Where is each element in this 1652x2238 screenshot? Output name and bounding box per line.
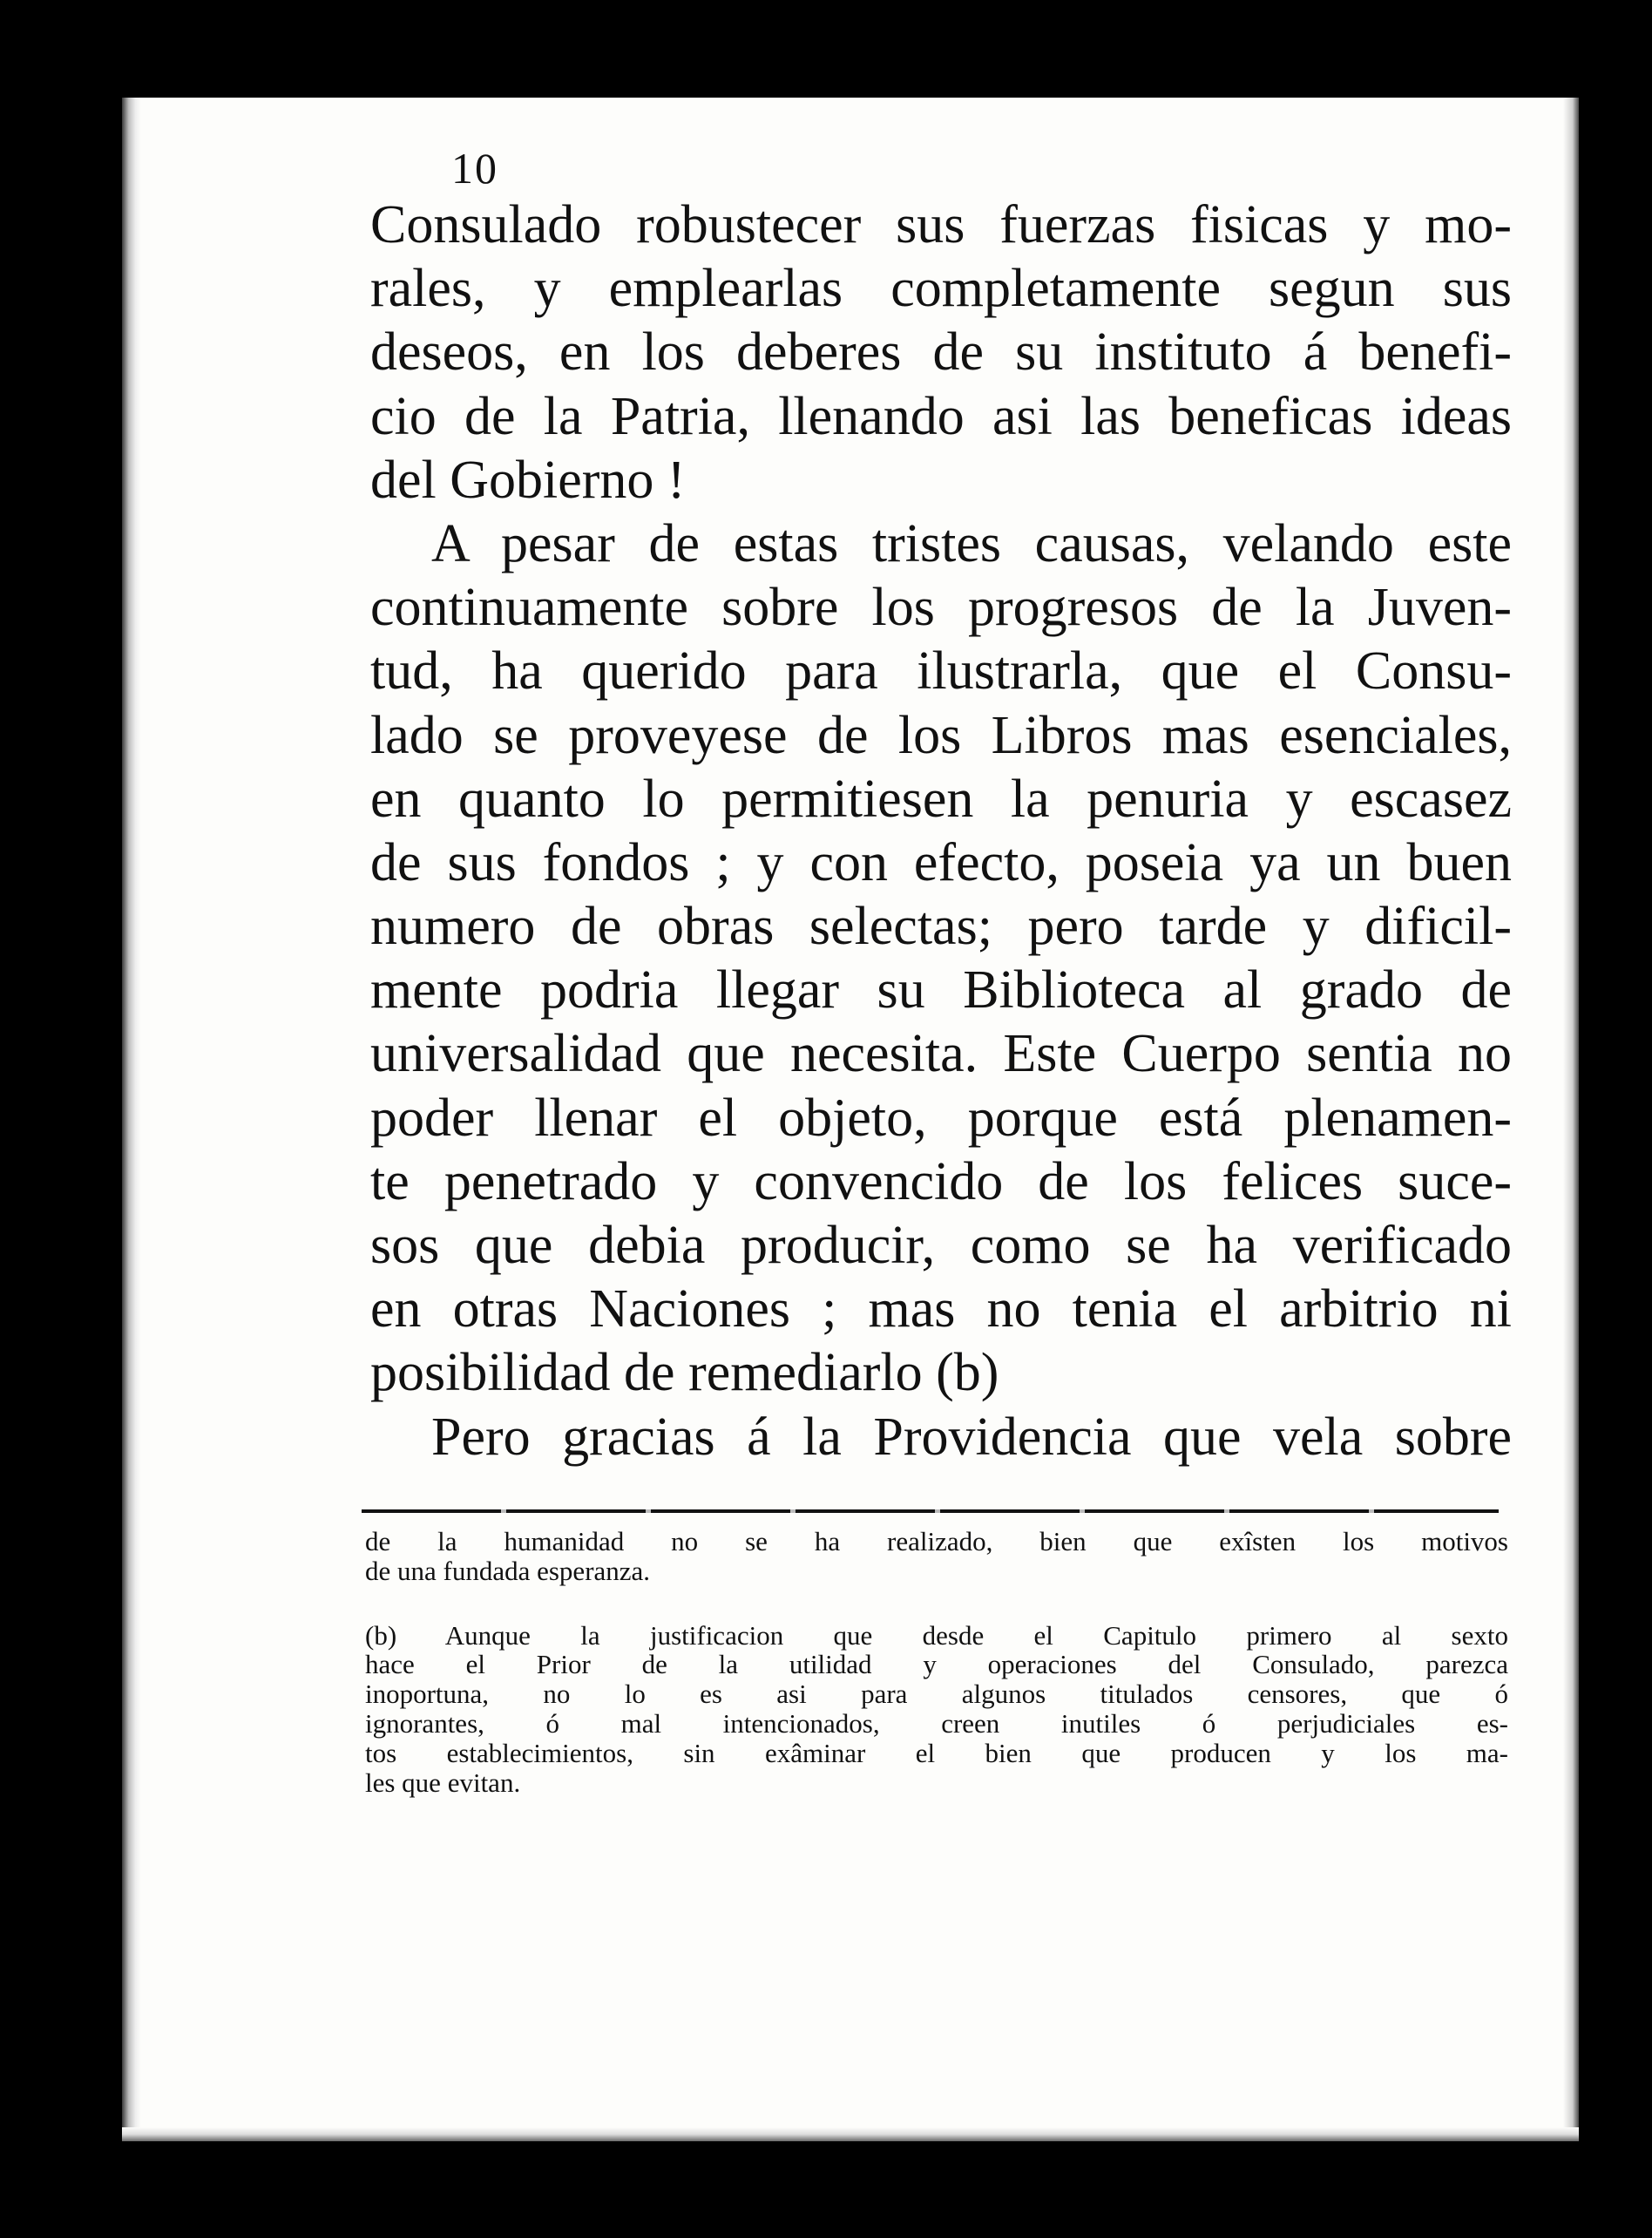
text-line: del Gobierno ! — [370, 450, 686, 510]
text-line: te penetrado y convencido de los felices suce- — [370, 1151, 1512, 1211]
footnote-b-line: tos establecimientos, sin exâminar el bien que producen y los ma- — [365, 1737, 1508, 1768]
page-left-edge — [122, 98, 141, 2141]
text-line: en otras Naciones ; mas no tenia el arbitrio ni — [370, 1279, 1512, 1339]
page-bottom-edge — [122, 2127, 1579, 2141]
footnote-b-line: ignorantes, ó mal intencionados, creen inutiles ó perjudiciales es- — [365, 1707, 1508, 1739]
footnote-b-line: (b) Aunque la justificacion que desde el Capitulo primero al sexto — [365, 1619, 1508, 1651]
text-line: de sus fondos ; y con efecto, poseia ya un buen — [370, 832, 1512, 892]
footnote-a-line: de una fundada esperanza. — [365, 1555, 651, 1586]
footnotes — [365, 1527, 1508, 1797]
book-page — [122, 98, 1579, 2141]
text-line: A pesar de estas tristes causas, velando este — [431, 513, 1512, 573]
text-line: cio de la Patria, llenando asi las beneficas ideas — [370, 386, 1512, 446]
text-line: sos que debia producir, como se ha verificado — [370, 1216, 1512, 1275]
text-line: continuamente sobre los progresos de la Juven- — [370, 578, 1512, 638]
footnote-b-line: hace el Prior de la utilidad y operaciones del Consulado, parezca — [365, 1649, 1508, 1680]
body-text — [370, 193, 1512, 1469]
page-right-edge — [1563, 98, 1579, 2141]
footnote-b-line: inoportuna, no lo es asi para algunos titulados censores, que ó — [365, 1678, 1508, 1710]
footnote-b-line: les que evitan. — [365, 1767, 521, 1798]
text-line: Consulado robustecer sus fuerzas fisicas y mo- — [370, 195, 1512, 254]
text-line: lado se proveyese de los Libros mas esenciales, — [370, 705, 1512, 765]
footnote-separator — [362, 1509, 1499, 1513]
text-line: mente podria llegar su Biblioteca al grado de — [370, 960, 1512, 1021]
page-number: 10 — [451, 144, 498, 193]
text-line: posibilidad de remediarlo (b) — [370, 1343, 999, 1403]
text-line: Pero gracias á la Providencia que vela sobre — [431, 1407, 1512, 1467]
footnote-a-line: de la humanidad no se ha realizado, bien que exîsten los motivos — [365, 1526, 1508, 1556]
text-line: universalidad que necesita. Este Cuerpo sentia no — [370, 1024, 1512, 1084]
text-line: en quanto lo permitiesen la penuria y escasez — [370, 769, 1512, 829]
text-line: rales, y emplearlas completamente segun sus — [370, 259, 1512, 319]
text-line: numero de obras selectas; pero tarde y dificil- — [370, 897, 1512, 957]
text-line: deseos, en los deberes de su instituto á benefi- — [370, 322, 1512, 383]
text-line: tud, ha querido para ilustrarla, que el Consu- — [370, 641, 1512, 702]
text-line: poder llenar el objeto, porque está plenamen- — [370, 1088, 1512, 1148]
